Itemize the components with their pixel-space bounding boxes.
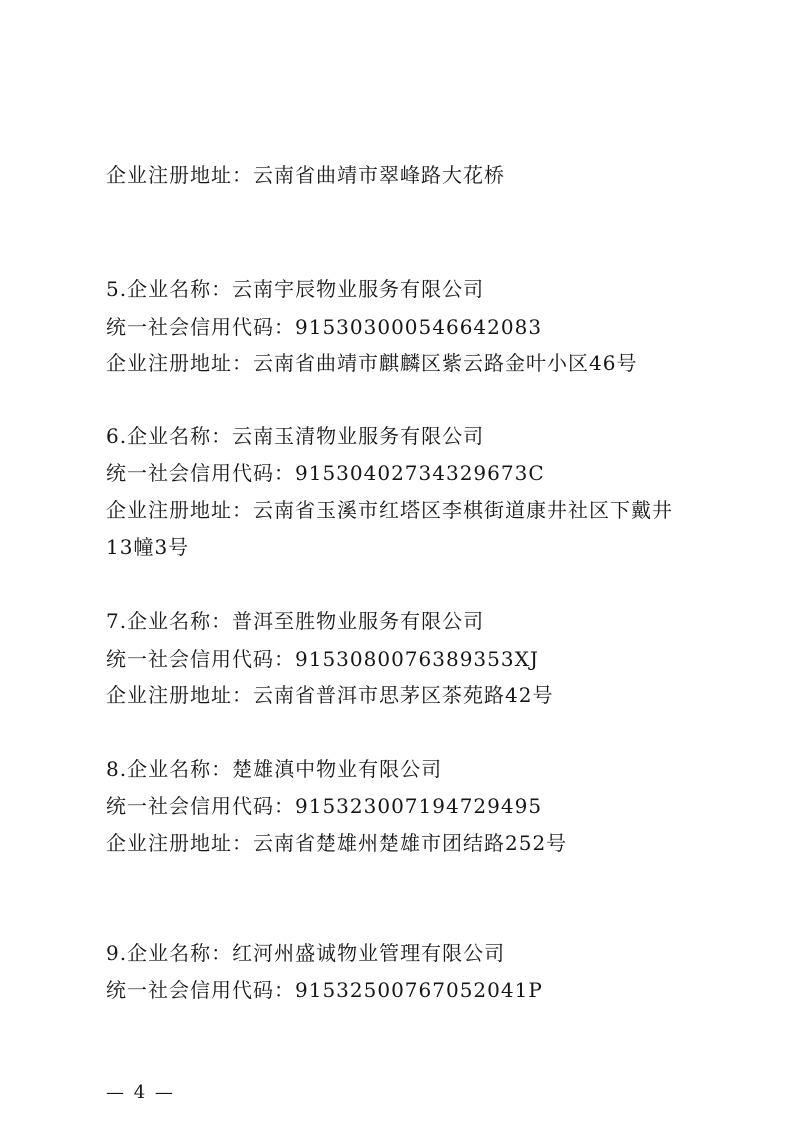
company-name-line: 8.企业名称：楚雄滇中物业有限公司 [106,757,443,781]
address-line-continued: 13幢3号 [106,535,190,559]
credit-code-line: 统一社会信用代码：915323007194729495 [106,794,543,818]
company-name-line: 9.企业名称：红河州盛诚物业管理有限公司 [106,941,506,965]
address-line: 企业注册地址：云南省楚雄州楚雄市团结路252号 [106,831,568,855]
credit-code-line: 统一社会信用代码：91532500767052041P [106,978,543,1002]
credit-code-line: 统一社会信用代码：91530402734329673C [106,461,545,485]
company-name-line: 7.企业名称：普洱至胜物业服务有限公司 [106,609,485,633]
company-name-line: 6.企业名称：云南玉清物业服务有限公司 [106,424,485,448]
page-number: — 4 — [106,1082,175,1103]
address-line: 企业注册地址：云南省曲靖市翠峰路大花桥 [106,163,505,187]
address-line: 企业注册地址：云南省曲靖市麒麟区紫云路金叶小区46号 [106,351,638,375]
company-name-line: 5.企业名称：云南宇辰物业服务有限公司 [106,277,485,301]
credit-code-line: 统一社会信用代码：9153080076389353XJ [106,647,539,671]
address-line: 企业注册地址：云南省普洱市思茅区茶苑路42号 [106,683,554,707]
credit-code-line: 统一社会信用代码：915303000546642083 [106,315,543,339]
address-line: 企业注册地址：云南省玉溪市红塔区李棋街道康井社区下戴井 [106,498,673,522]
